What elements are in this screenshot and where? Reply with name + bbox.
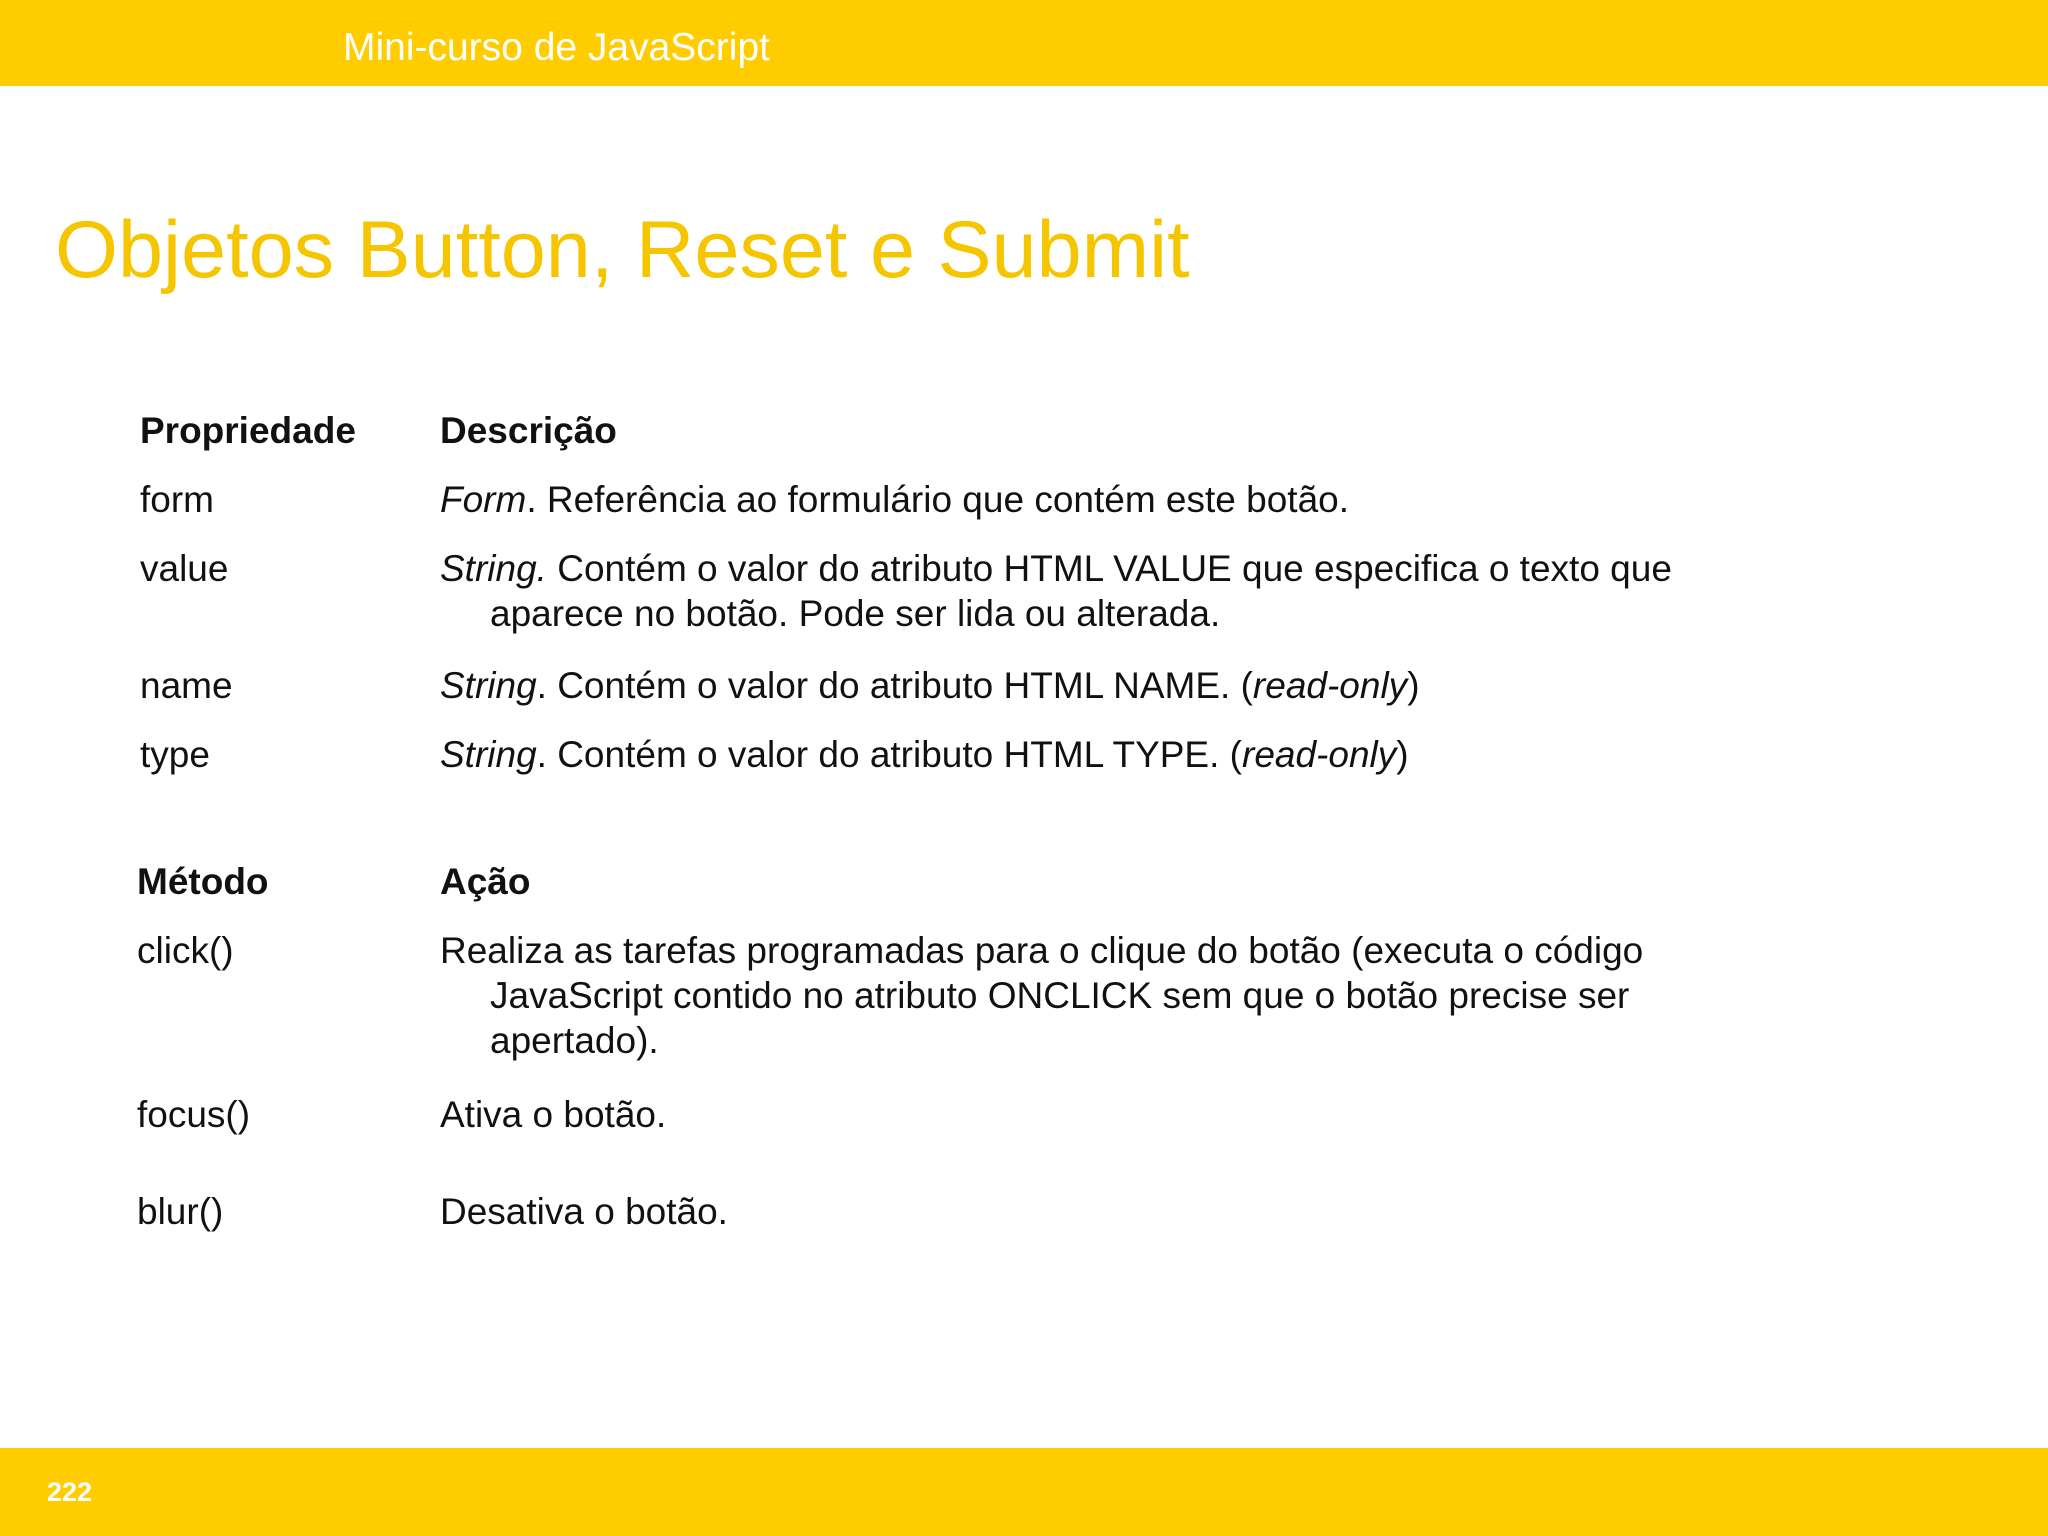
method-description-continuation: apertado). <box>490 1020 659 1061</box>
closing-paren: ) <box>1396 734 1409 775</box>
property-name: name <box>140 665 233 706</box>
footer-bar <box>0 1448 2048 1536</box>
property-type: String <box>440 734 537 775</box>
property-description <box>440 732 1409 777</box>
property-type: Form <box>440 479 527 520</box>
property-description <box>440 477 1349 522</box>
property-description-text: . Referência ao formulário que contém este botão. <box>526 479 1350 520</box>
property-description-text: . Contém o valor do atributo HTML NAME. ( <box>536 665 1253 706</box>
course-title: Mini-curso de JavaScript <box>343 26 770 69</box>
property-description <box>440 546 1672 636</box>
property-type: String <box>440 665 537 706</box>
methods-header-method: Método <box>137 861 269 902</box>
property-name: type <box>140 734 210 775</box>
property-description-continuation: aparece no botão. Pode ser lida ou alterada. <box>490 593 1221 634</box>
method-description-continuation: JavaScript contido no atributo ONCLICK sem que o botão precise ser <box>490 975 1630 1016</box>
property-name: value <box>140 548 229 589</box>
property-name: form <box>140 479 214 520</box>
page-number: 222 <box>47 1477 93 1507</box>
read-only-tag: read-only <box>1252 665 1408 706</box>
method-name: click() <box>137 930 234 971</box>
read-only-tag: read-only <box>1242 734 1397 775</box>
properties-header-description: Descrição <box>440 410 617 451</box>
method-name: blur() <box>137 1191 224 1232</box>
slide-title: Objetos Button, Reset e Submit <box>55 205 1190 295</box>
method-description-text: Realiza as tarefas programadas para o clique do botão (executa o código <box>440 930 1644 971</box>
header-bar <box>0 0 2048 86</box>
closing-paren: ) <box>1407 665 1420 706</box>
methods-header-action: Ação <box>440 861 531 902</box>
method-name: focus() <box>137 1094 251 1135</box>
property-description <box>440 663 1420 708</box>
method-description <box>440 928 1643 1063</box>
method-description: Ativa o botão. <box>440 1094 667 1135</box>
property-type: String. <box>440 548 547 589</box>
property-description-text: . Contém o valor do atributo HTML TYPE. ( <box>536 734 1242 775</box>
properties-header-property: Propriedade <box>140 410 356 451</box>
property-description-text: Contém o valor do atributo HTML VALUE que especifica o texto que <box>546 548 1672 589</box>
method-description: Desativa o botão. <box>440 1191 728 1232</box>
